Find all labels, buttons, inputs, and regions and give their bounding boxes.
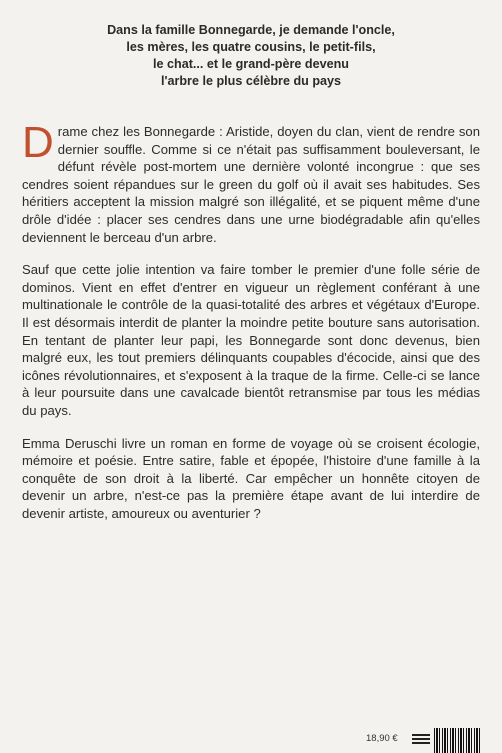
blurb-body xyxy=(22,118,480,537)
barcode xyxy=(412,728,482,753)
tagline-line-1: Dans la famille Bonnegarde, je demande l'oncle, xyxy=(107,23,395,37)
barcode-bars-icon xyxy=(434,728,482,753)
tagline-line-4: l'arbre le plus célèbre du pays xyxy=(160,74,342,88)
paragraph-3: Emma Deruschi livre un roman en forme de voyage où se croisent écologie, mémoire et poésie. Entre satire, fable et épopée, l'histoire d'une famille à la conquête de son droit à la liberté. Car empêcher un honnête citoyen de devenir un arbre, n'est-ce pas la première étape avant de lui interdire de devenir artiste, amoureux ou aventurier ? xyxy=(22,435,480,521)
paragraph-2: Sauf que cette jolie intention va faire tomber le premier d'une folle série de dominos. Vient en effet d'entrer en vigueur un règlement conférant à une multinationale le contrôle de la quasi-totalité des arbres et végétaux d'Europe. Il est désormais interdit de planter la moindre petite bouture sans autorisation. En tentant de planter leur papi, les Bonnegarde sont donc devenus, bien malgré eux, les tout premiers délinquants coupables d'écocide, ainsi que des icônes révolutionnaires, et s'exposent à la traque de la firme. Celle-ci se lance à leur poursuite dans une cavalcade bientôt retransmise par tous les médias du pays. xyxy=(22,262,480,418)
paragraph-1 xyxy=(22,118,480,246)
tagline-line-2: les mères, les quatre cousins, le petit-fils, xyxy=(126,40,376,54)
drop-cap: D xyxy=(22,118,54,167)
tagline xyxy=(40,22,462,90)
publisher-logo-icon xyxy=(412,734,430,746)
tagline-line-3: le chat... et le grand-père devenu xyxy=(153,57,349,71)
price-label: 18,90 € xyxy=(366,733,398,744)
paragraph-1-text: rame chez les Bonnegarde : Aristide, doyen du clan, vient de rendre son dernier souffle. Comme si ce n'était pas suffisamment bouleversant, le défunt révèle post-mortem une dernière volonté incongrue : que ses cendres soient répandues sur le green du golf où il avait ses habitudes. Ses héritiers acceptent la mission malgré son illégalité, et se piquent même d'une drôle d'idée : placer ses cendres dans une urne biodégradable afin qu'elles deviennent le berceau d'un arbre. xyxy=(22,124,480,245)
